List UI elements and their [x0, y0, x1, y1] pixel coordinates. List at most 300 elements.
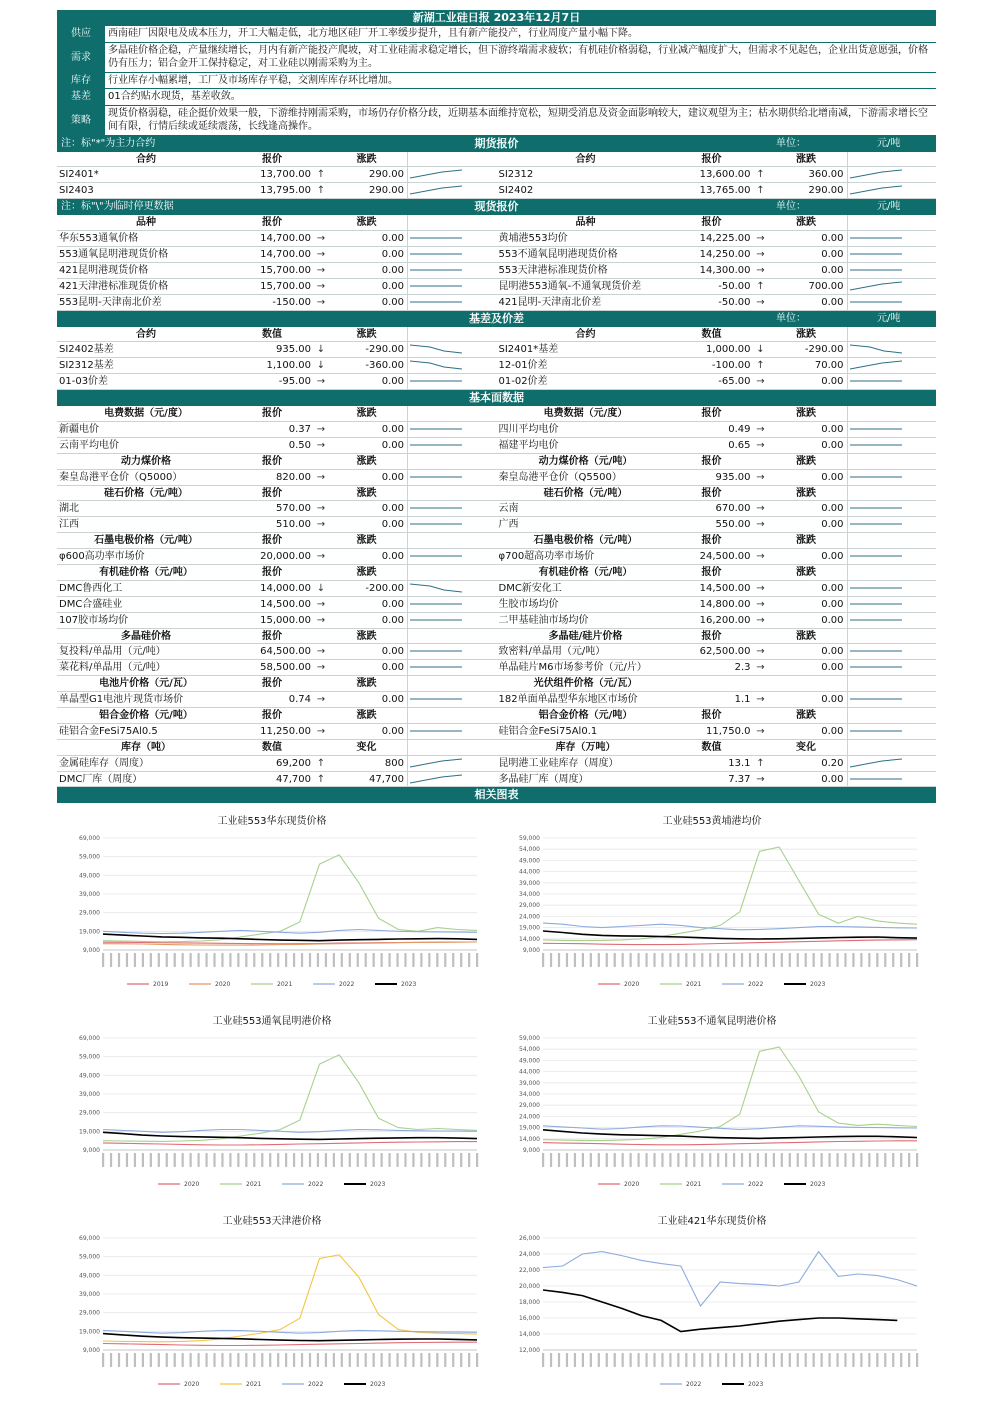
table-header-row	[57, 454, 936, 470]
legend-label: 2019	[153, 981, 169, 988]
legend-label: 2020	[184, 1181, 200, 1188]
right-arrow-icon: →	[756, 423, 765, 435]
x-tick-label	[558, 953, 560, 967]
x-tick-label	[614, 1353, 616, 1367]
item-value: 0.50	[288, 439, 311, 451]
right-arrow-icon: →	[316, 694, 326, 706]
x-tick-label	[574, 953, 576, 967]
item-change: 70.00	[814, 360, 844, 372]
x-tick-label	[476, 1353, 478, 1367]
x-tick-label	[828, 1353, 830, 1367]
sparkline-icon	[848, 644, 904, 658]
table-half	[57, 470, 497, 485]
summary-row	[57, 26, 936, 43]
table-half	[497, 342, 937, 357]
table-row	[57, 772, 936, 788]
x-tick-label	[460, 1153, 462, 1167]
x-tick-label	[452, 953, 454, 967]
column-header: 涨跌	[356, 217, 377, 229]
right-arrow-icon: →	[756, 233, 765, 245]
x-tick-label	[669, 1353, 671, 1367]
item-value: 14,800.00	[699, 598, 751, 610]
column-spacer	[847, 629, 907, 644]
x-tick-label	[468, 1153, 470, 1167]
item-value: 14,500.00	[699, 582, 751, 594]
item-name: DMC鲁西化工	[59, 582, 123, 594]
right-arrow-icon: →	[756, 725, 765, 737]
x-tick-label	[566, 953, 568, 967]
sparkline-icon	[848, 438, 904, 452]
table-half	[57, 597, 497, 612]
legend-label: 2021	[246, 1381, 262, 1388]
right-arrow-icon: →	[756, 503, 765, 515]
up-arrow-icon: ↑	[316, 757, 326, 769]
item-name: SI2312基差	[59, 360, 114, 372]
x-tick-label	[590, 1153, 592, 1167]
x-tick-label	[102, 1353, 104, 1367]
line-chart	[497, 998, 927, 1193]
series-line-2023	[103, 1334, 477, 1341]
x-tick-label	[301, 1153, 303, 1167]
chart-svg	[57, 998, 487, 1193]
item-name: 硅铝合金FeSi75Al0.1	[498, 725, 598, 737]
x-tick-label	[468, 1353, 470, 1367]
x-tick-label	[142, 1353, 144, 1367]
column-spacer	[407, 533, 467, 548]
x-tick-label	[661, 953, 663, 967]
x-tick-label	[388, 953, 390, 967]
item-value: 14,700.00	[260, 248, 311, 260]
table-header-row	[57, 676, 936, 692]
x-tick-label	[741, 953, 743, 967]
sparkline	[847, 597, 907, 612]
column-spacer	[407, 629, 467, 644]
sparkline-icon	[848, 183, 904, 197]
x-tick-label	[444, 1353, 446, 1367]
y-tick-label: 9,000	[82, 947, 100, 954]
x-tick-label	[237, 953, 239, 967]
item-value: -150.00	[272, 296, 311, 308]
column-header: 报价	[701, 455, 722, 467]
sparkline-icon	[848, 374, 904, 388]
column-spacer	[407, 152, 467, 167]
column-spacer	[407, 406, 467, 421]
column-header: 涨跌	[796, 455, 816, 467]
right-arrow-icon: →	[756, 694, 765, 706]
column-header: 石墨电极价格（元/吨）	[94, 535, 198, 547]
x-tick-label	[709, 1153, 711, 1167]
table-half	[497, 167, 937, 182]
item-name: 421昆明港现货价格	[59, 264, 149, 276]
x-tick-label	[221, 953, 223, 967]
x-tick-label	[868, 1153, 870, 1167]
column-header: 合约	[136, 328, 156, 340]
series-line-2021	[103, 1255, 477, 1342]
x-tick-label	[174, 1153, 176, 1167]
x-tick-label	[365, 1353, 367, 1367]
column-header: 报价	[262, 535, 282, 547]
x-tick-label	[884, 953, 886, 967]
table-row	[57, 279, 936, 295]
series-line-2023	[103, 1132, 477, 1139]
x-tick-label	[110, 953, 112, 967]
x-tick-label	[277, 1153, 279, 1167]
item-value: 64,500.00	[260, 646, 311, 658]
column-header: 报价	[262, 487, 282, 499]
x-tick-label	[388, 1353, 390, 1367]
item-change: -290.00	[804, 344, 844, 356]
x-tick-label	[598, 1353, 600, 1367]
table-half	[497, 215, 937, 230]
x-tick-label	[261, 1353, 263, 1367]
item-name: 421昆明-天津南北价差	[498, 296, 602, 308]
x-tick-label	[813, 1153, 815, 1167]
column-spacer	[847, 327, 907, 342]
x-tick-label	[916, 1153, 918, 1167]
x-tick-label	[725, 953, 727, 967]
chart-svg	[497, 998, 927, 1193]
item-change: 0.20	[821, 757, 844, 769]
y-tick-label: 22,000	[519, 1267, 540, 1274]
x-tick-label	[174, 1353, 176, 1367]
x-tick-label	[150, 1353, 152, 1367]
x-tick-label	[476, 1153, 478, 1167]
item-name: 秦皇岛港平仓价（Q5000）	[59, 471, 183, 483]
sparkline	[407, 613, 467, 628]
x-tick-label	[757, 1353, 759, 1367]
item-name: 12-01价差	[498, 360, 548, 372]
table-row	[57, 549, 936, 565]
legend-label: 2022	[339, 981, 355, 988]
y-tick-label: 54,000	[519, 1046, 540, 1054]
x-tick-label	[285, 953, 287, 967]
table-half	[497, 295, 937, 310]
series-line-2022	[103, 1130, 477, 1133]
table-row	[57, 613, 936, 629]
item-name: DMC合盛硅业	[59, 598, 123, 610]
table-row	[57, 422, 936, 438]
sparkline	[847, 422, 907, 437]
column-header: 报价	[701, 710, 722, 721]
column-spacer	[313, 740, 329, 755]
x-tick-label	[396, 953, 398, 967]
x-tick-label	[860, 1153, 862, 1167]
sparkline-icon	[408, 724, 464, 738]
x-tick-label	[253, 1353, 255, 1367]
x-tick-label	[142, 953, 144, 967]
item-change: 0.00	[381, 471, 404, 483]
item-value: 0.37	[288, 423, 311, 435]
table-row	[57, 167, 936, 183]
item-change: 0.00	[381, 646, 404, 658]
legend-label: 2020	[184, 1381, 200, 1388]
down-arrow-icon: ↓	[316, 582, 326, 594]
table-half	[57, 295, 497, 310]
sparkline	[407, 724, 467, 739]
x-tick-label	[821, 953, 823, 967]
item-name: 107胶市场均价	[59, 614, 129, 626]
column-header: 涨跌	[796, 566, 816, 578]
item-value: 550.00	[715, 519, 751, 531]
item-name: 553通氧昆明港现货价格	[59, 248, 169, 260]
sparkline-icon	[408, 247, 464, 261]
series-line-2023	[543, 1130, 917, 1139]
x-tick-label	[118, 1153, 120, 1167]
column-header: 光伏组件价格（元/瓦）	[533, 678, 638, 690]
line-chart	[57, 1198, 487, 1393]
sparkline	[847, 549, 907, 564]
x-tick-label	[325, 1153, 327, 1167]
sparkline-icon	[408, 517, 464, 531]
summary-text: 西南硅厂因限电及成本压力，开工大幅走低，北方地区硅厂开工率缓步提升，且有新产能投产，行业周度产量小幅下降。	[108, 28, 638, 39]
up-arrow-icon: ↑	[756, 757, 765, 769]
x-tick-label	[357, 953, 359, 967]
item-name: 广西	[498, 519, 519, 531]
y-tick-label: 19,000	[79, 1328, 100, 1336]
table-half	[497, 279, 937, 294]
y-tick-label: 29,000	[79, 909, 100, 917]
item-change: -360.00	[365, 360, 404, 372]
sparkline-icon	[848, 692, 904, 706]
x-tick-label	[685, 953, 687, 967]
item-value: 11,750.0	[705, 725, 751, 737]
x-tick-label	[542, 953, 544, 967]
x-tick-label	[349, 1153, 351, 1167]
column-spacer	[313, 152, 329, 167]
x-tick-label	[277, 1353, 279, 1367]
item-change: 0.00	[821, 598, 844, 610]
item-change: 0.00	[381, 503, 404, 515]
x-tick-label	[341, 1153, 343, 1167]
y-tick-label: 29,000	[79, 1309, 100, 1317]
legend-label: 2023	[748, 1381, 764, 1388]
down-arrow-icon: ↓	[756, 344, 765, 356]
x-tick-label	[245, 953, 247, 967]
item-name: 云南	[498, 503, 519, 515]
sparkline-icon	[848, 470, 904, 484]
item-change: 290.00	[808, 185, 844, 197]
x-tick-label	[550, 1153, 552, 1167]
x-tick-label	[693, 1353, 695, 1367]
x-tick-label	[717, 1353, 719, 1367]
table-row	[57, 374, 936, 390]
column-header: 涨跌	[796, 408, 816, 420]
series-line-2020	[543, 1141, 917, 1145]
x-tick-label	[749, 953, 751, 967]
x-tick-label	[285, 1353, 287, 1367]
table-half	[57, 486, 497, 501]
x-tick-label	[797, 953, 799, 967]
legend-label: 2020	[624, 981, 640, 988]
y-tick-label: 59,000	[79, 853, 100, 861]
x-tick-label	[622, 1153, 624, 1167]
x-tick-label	[637, 1353, 639, 1367]
x-tick-label	[630, 953, 632, 967]
summary-label: 供应	[57, 26, 105, 42]
column-header: 涨跌	[796, 710, 816, 721]
x-tick-label	[717, 953, 719, 967]
table-half	[497, 486, 937, 501]
table-row	[57, 470, 936, 486]
table-half	[497, 613, 937, 628]
x-tick-label	[476, 953, 478, 967]
x-tick-label	[860, 953, 862, 967]
column-spacer	[753, 215, 769, 230]
x-tick-label	[349, 1353, 351, 1367]
column-spacer	[407, 327, 467, 342]
table-half	[497, 358, 937, 373]
right-arrow-icon: →	[756, 519, 765, 531]
y-tick-label: 9,000	[82, 1147, 100, 1154]
table-row	[57, 660, 936, 676]
column-spacer	[407, 565, 467, 580]
x-tick-label	[293, 1353, 295, 1367]
y-tick-label: 9,000	[522, 1147, 540, 1154]
x-tick-label	[349, 953, 351, 967]
x-tick-label	[301, 1353, 303, 1367]
section-title: 期货报价	[474, 136, 519, 150]
summary-row	[57, 73, 936, 90]
series-line-2020	[103, 1142, 477, 1145]
x-tick-label	[205, 1353, 207, 1367]
sparkline	[407, 692, 467, 707]
x-tick-label	[245, 1153, 247, 1167]
column-header: 涨跌	[356, 566, 377, 578]
item-value: 1,100.00	[266, 360, 311, 372]
x-tick-label	[381, 1153, 383, 1167]
column-spacer	[847, 676, 907, 691]
table-half	[497, 724, 937, 739]
x-tick-label	[412, 1353, 414, 1367]
x-tick-label	[582, 1353, 584, 1367]
table-row	[57, 724, 936, 740]
column-header: 报价	[701, 487, 722, 499]
table-half	[497, 327, 937, 342]
column-spacer	[407, 486, 467, 501]
column-spacer	[313, 676, 329, 691]
item-name: 01-03价差	[59, 376, 109, 388]
x-tick-label	[213, 953, 215, 967]
table-row	[57, 342, 936, 358]
section-title: 基差及价差	[469, 311, 524, 325]
y-tick-label: 29,000	[519, 1102, 540, 1110]
x-tick-label	[908, 953, 910, 967]
y-tick-label: 49,000	[519, 1057, 540, 1065]
x-tick-label	[229, 1353, 231, 1367]
x-tick-label	[221, 1153, 223, 1167]
table-half	[57, 517, 497, 532]
sparkline	[847, 724, 907, 739]
sparkline-icon	[408, 660, 464, 674]
table-half	[497, 676, 937, 691]
column-header: 涨跌	[356, 487, 377, 499]
y-tick-label: 24,000	[519, 913, 540, 921]
y-tick-label: 19,000	[79, 1128, 100, 1136]
sparkline-icon	[408, 501, 464, 515]
table-half	[497, 772, 937, 787]
x-tick-label	[916, 1353, 918, 1367]
column-header: 报价	[701, 566, 722, 578]
item-change: 0.00	[381, 519, 404, 531]
column-header: 报价	[701, 535, 722, 547]
sparkline-icon	[408, 358, 464, 372]
chart-title: 工业硅553华东现货价格	[217, 816, 327, 827]
item-name: 昆明港工业硅库存（周度）	[498, 757, 619, 769]
item-name: 553昆明-天津南北价差	[59, 296, 162, 308]
x-tick-label	[381, 953, 383, 967]
item-value: 14,500.00	[260, 598, 311, 610]
x-tick-label	[102, 1153, 104, 1167]
x-tick-label	[757, 1153, 759, 1167]
table-half	[57, 660, 497, 675]
y-tick-label: 49,000	[519, 857, 540, 865]
table-row	[57, 263, 936, 279]
down-arrow-icon: ↓	[316, 360, 326, 372]
column-header: 数值	[262, 328, 282, 340]
item-value: 1,000.00	[705, 344, 751, 356]
x-tick-label	[460, 1353, 462, 1367]
item-name: DMC厂库（周度）	[59, 773, 143, 785]
column-spacer	[407, 708, 467, 723]
sparkline-icon	[848, 247, 904, 261]
sparkline	[847, 644, 907, 659]
summary-text: 现货价格弱稳，硅企挺价效果一般，下游维持刚需采购，市场仍存价格分歧，近期基本面维持宽松，短期受消息及资金面影响较大，建议观望为主；枯水期供给北增南减，下游需求增长空间有限，行情后续或延续震荡，长线逢高操作。	[108, 107, 928, 132]
y-tick-label: 39,000	[79, 1291, 100, 1298]
item-name: SI2402	[498, 185, 534, 197]
item-name: 福建平均电价	[498, 439, 559, 451]
x-tick-label	[701, 953, 703, 967]
sparkline	[847, 756, 907, 771]
table-half	[497, 533, 937, 548]
item-value: 62,500.00	[699, 646, 751, 658]
basis-section-header	[57, 311, 936, 327]
x-tick-label	[444, 953, 446, 967]
sparkline	[847, 660, 907, 675]
sparkline	[847, 772, 907, 787]
x-tick-label	[725, 1353, 727, 1367]
item-change: -200.00	[365, 582, 404, 594]
x-tick-label	[420, 953, 422, 967]
x-tick-label	[741, 1153, 743, 1167]
column-header: 多晶硅/硅片价格	[548, 630, 623, 642]
x-tick-label	[166, 1353, 168, 1367]
column-header: 电池片价格（元/瓦）	[99, 678, 193, 690]
item-value: 0.65	[728, 439, 751, 451]
unit-label: 单位：	[776, 137, 806, 149]
column-spacer	[313, 629, 329, 644]
sparkline	[407, 422, 467, 437]
table-half	[57, 565, 497, 580]
sparkline	[407, 374, 467, 389]
y-tick-label: 49,000	[79, 872, 100, 880]
table-half	[57, 231, 497, 246]
item-name: 硅铝合金FeSi75Al0.5	[59, 725, 158, 737]
x-tick-label	[150, 1153, 152, 1167]
item-name: 多晶硅厂库（周度）	[498, 773, 589, 785]
x-tick-label	[428, 1353, 430, 1367]
x-tick-label	[134, 1353, 136, 1367]
x-tick-label	[805, 1353, 807, 1367]
summary-row	[57, 43, 936, 73]
chart-title: 工业硅421华东现货价格	[657, 1216, 767, 1227]
item-value: 2.3	[734, 662, 751, 674]
column-spacer	[753, 708, 769, 723]
item-value: 24,500.00	[699, 551, 751, 563]
x-tick-label	[325, 953, 327, 967]
item-change: 0.00	[821, 662, 844, 674]
sparkline-icon	[848, 581, 904, 595]
item-change: 0.00	[821, 439, 844, 451]
